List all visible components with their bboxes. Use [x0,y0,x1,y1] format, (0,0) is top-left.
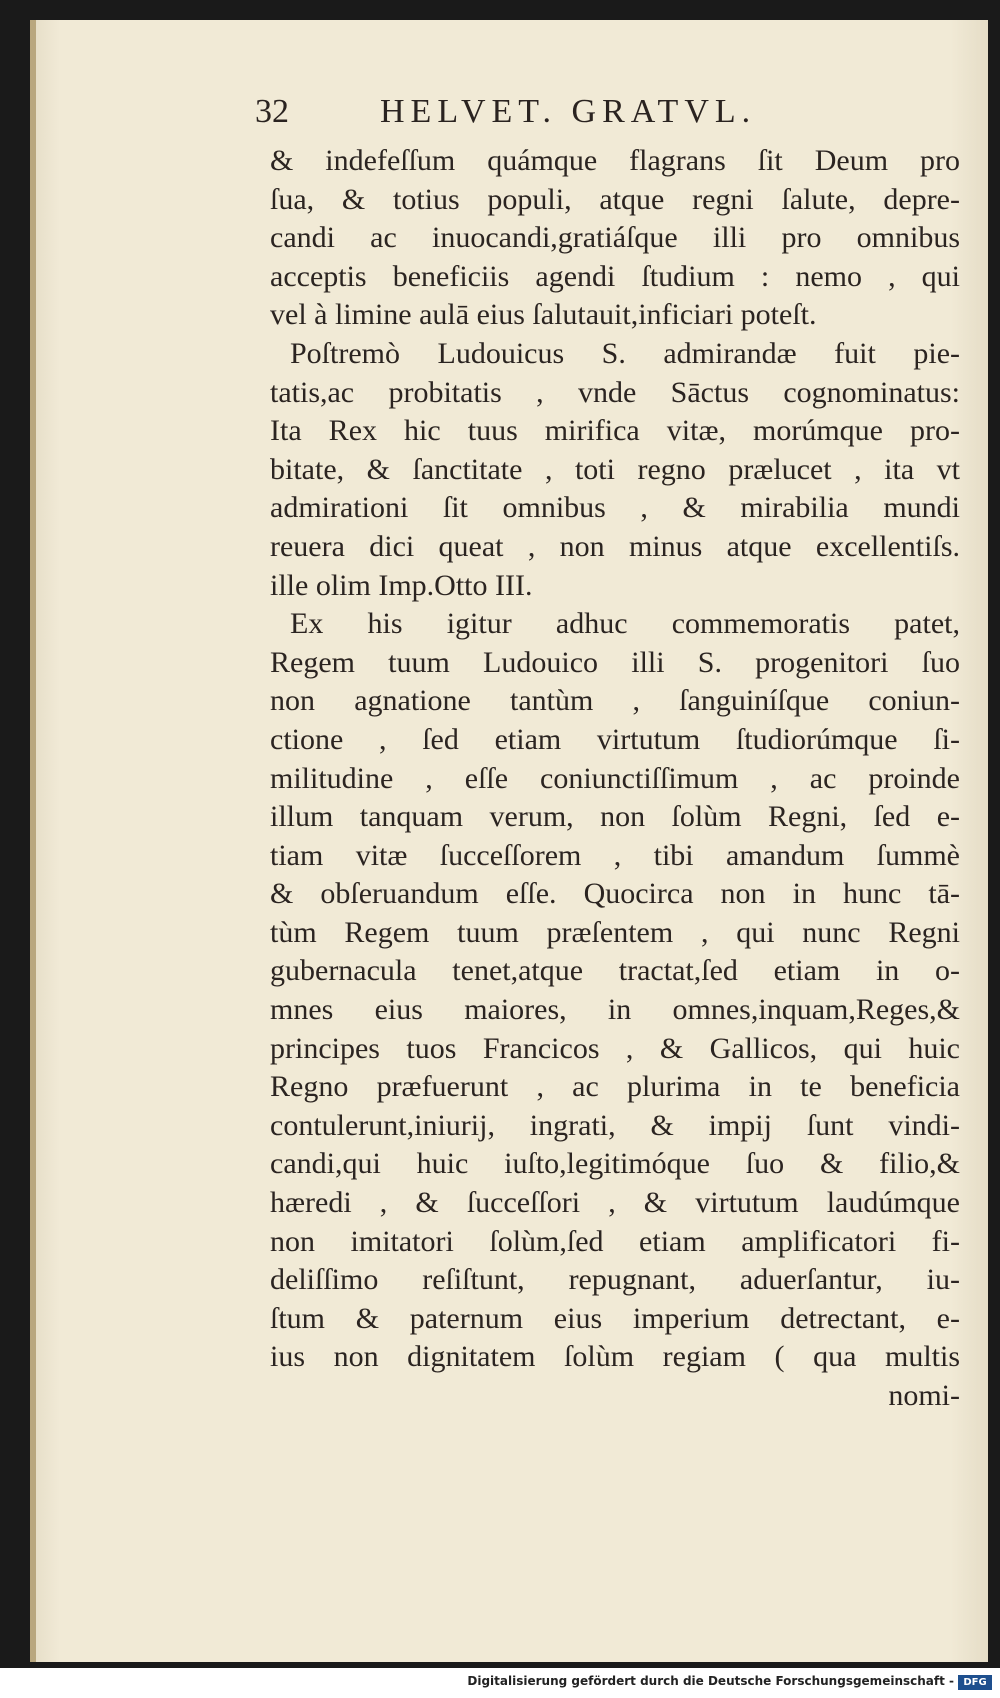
text-line: non imitatori ſolùm,ſed etiam amplificatori fi- [270,1224,960,1258]
text-line: acceptis beneficiis agendi ſtudium : nemo , qui [270,259,960,293]
text-line: principes tuos Francicos , & Gallicos, qui huic [270,1031,960,1065]
text-line: ctione , ſed etiam virtutum ſtudiorúmque ſi- [270,722,960,756]
text-line: Regem tuum Ludouico illi S. progenitori ſuo [270,645,960,679]
text-line: ſua, & totius populi, atque regni ſalute, depre- [270,182,960,216]
text-line: reuera dici queat , non minus atque excellentiſs. [270,529,960,563]
text-line: Ita Rex hic tuus mirifica vitæ, morúmque pro- [270,414,960,448]
page-number: 32 [255,93,289,130]
page-gutter-edge [30,20,36,1662]
text-line: tiam vitæ ſucceſſorem , tibi amandum ſummè [270,838,960,872]
text-line: illum tanquam verum, non ſolùm Regni, ſed e- [270,800,960,834]
text-line: candi ac inuocandi,gratiáſque illi pro omnibus [270,221,960,255]
text-line: non agnatione tantùm , ſanguiníſque coniun- [270,684,960,718]
running-head [255,90,955,140]
text-line: militudine , eſſe coniunctiſſimum , ac proinde [270,761,960,795]
text-line: Poſtremò Ludouicus S. admirandæ fuit pie- [290,336,960,370]
text-line: tùm Regem tuum præſentem , qui nunc Regni [270,915,960,949]
text-line: admirationi ſit omnibus , & mirabilia mundi [270,491,960,525]
text-line: hæredi , & ſucceſſori , & virtutum laudúmque [270,1186,960,1220]
text-line: bitate, & ſanctitate , toti regno prælucet , ita vt [270,452,960,486]
text-line: gubernacula tenet,atque tractat,ſed etiam in o- [270,954,960,988]
text-line: ille olim Imp.Otto III. [270,568,533,602]
digitization-footer [0,1672,1000,1694]
text-line: tatis,ac probitatis , vnde Sāctus cognominatus: [270,375,960,409]
text-line: vel à limine aulā eius ſalutauit,inficiari poteſt. [270,298,817,332]
text-line: ſtum & paternum eius imperium detrectant, e- [270,1301,960,1335]
dfg-logo: DFG [958,1675,992,1690]
catchword: nomi- [888,1379,960,1412]
text-line: Regno præfuerunt , ac plurima in te beneficia [270,1070,960,1104]
text-line: mnes eius maiores, in omnes,inquam,Reges,& [270,993,960,1027]
text-line: candi,qui huic iuſto,legitimóque ſuo & filio,& [270,1147,960,1181]
text-line: & indefeſſum quámque flagrans ſit Deum pro [270,144,960,177]
text-line: & obſeruandum eſſe. Quocirca non in hunc tā- [270,877,960,911]
body-text [270,142,960,1416]
text-line: deliſſimo reſiſtunt, repugnant, aduerſantur, iu- [270,1263,960,1297]
running-title: HELVET. GRATVL. [380,93,757,130]
text-line: contulerunt,iniurij, ingrati, & impij ſunt vindi- [270,1108,960,1142]
text-line: Ex his igitur adhuc commemoratis patet, [290,607,960,641]
funding-credit: Digitalisierung gefördert durch die Deutsche Forschungsgemeinschaft - [467,1674,954,1688]
text-line: ius non dignitatem ſolùm regiam ( qua multis [270,1340,960,1374]
